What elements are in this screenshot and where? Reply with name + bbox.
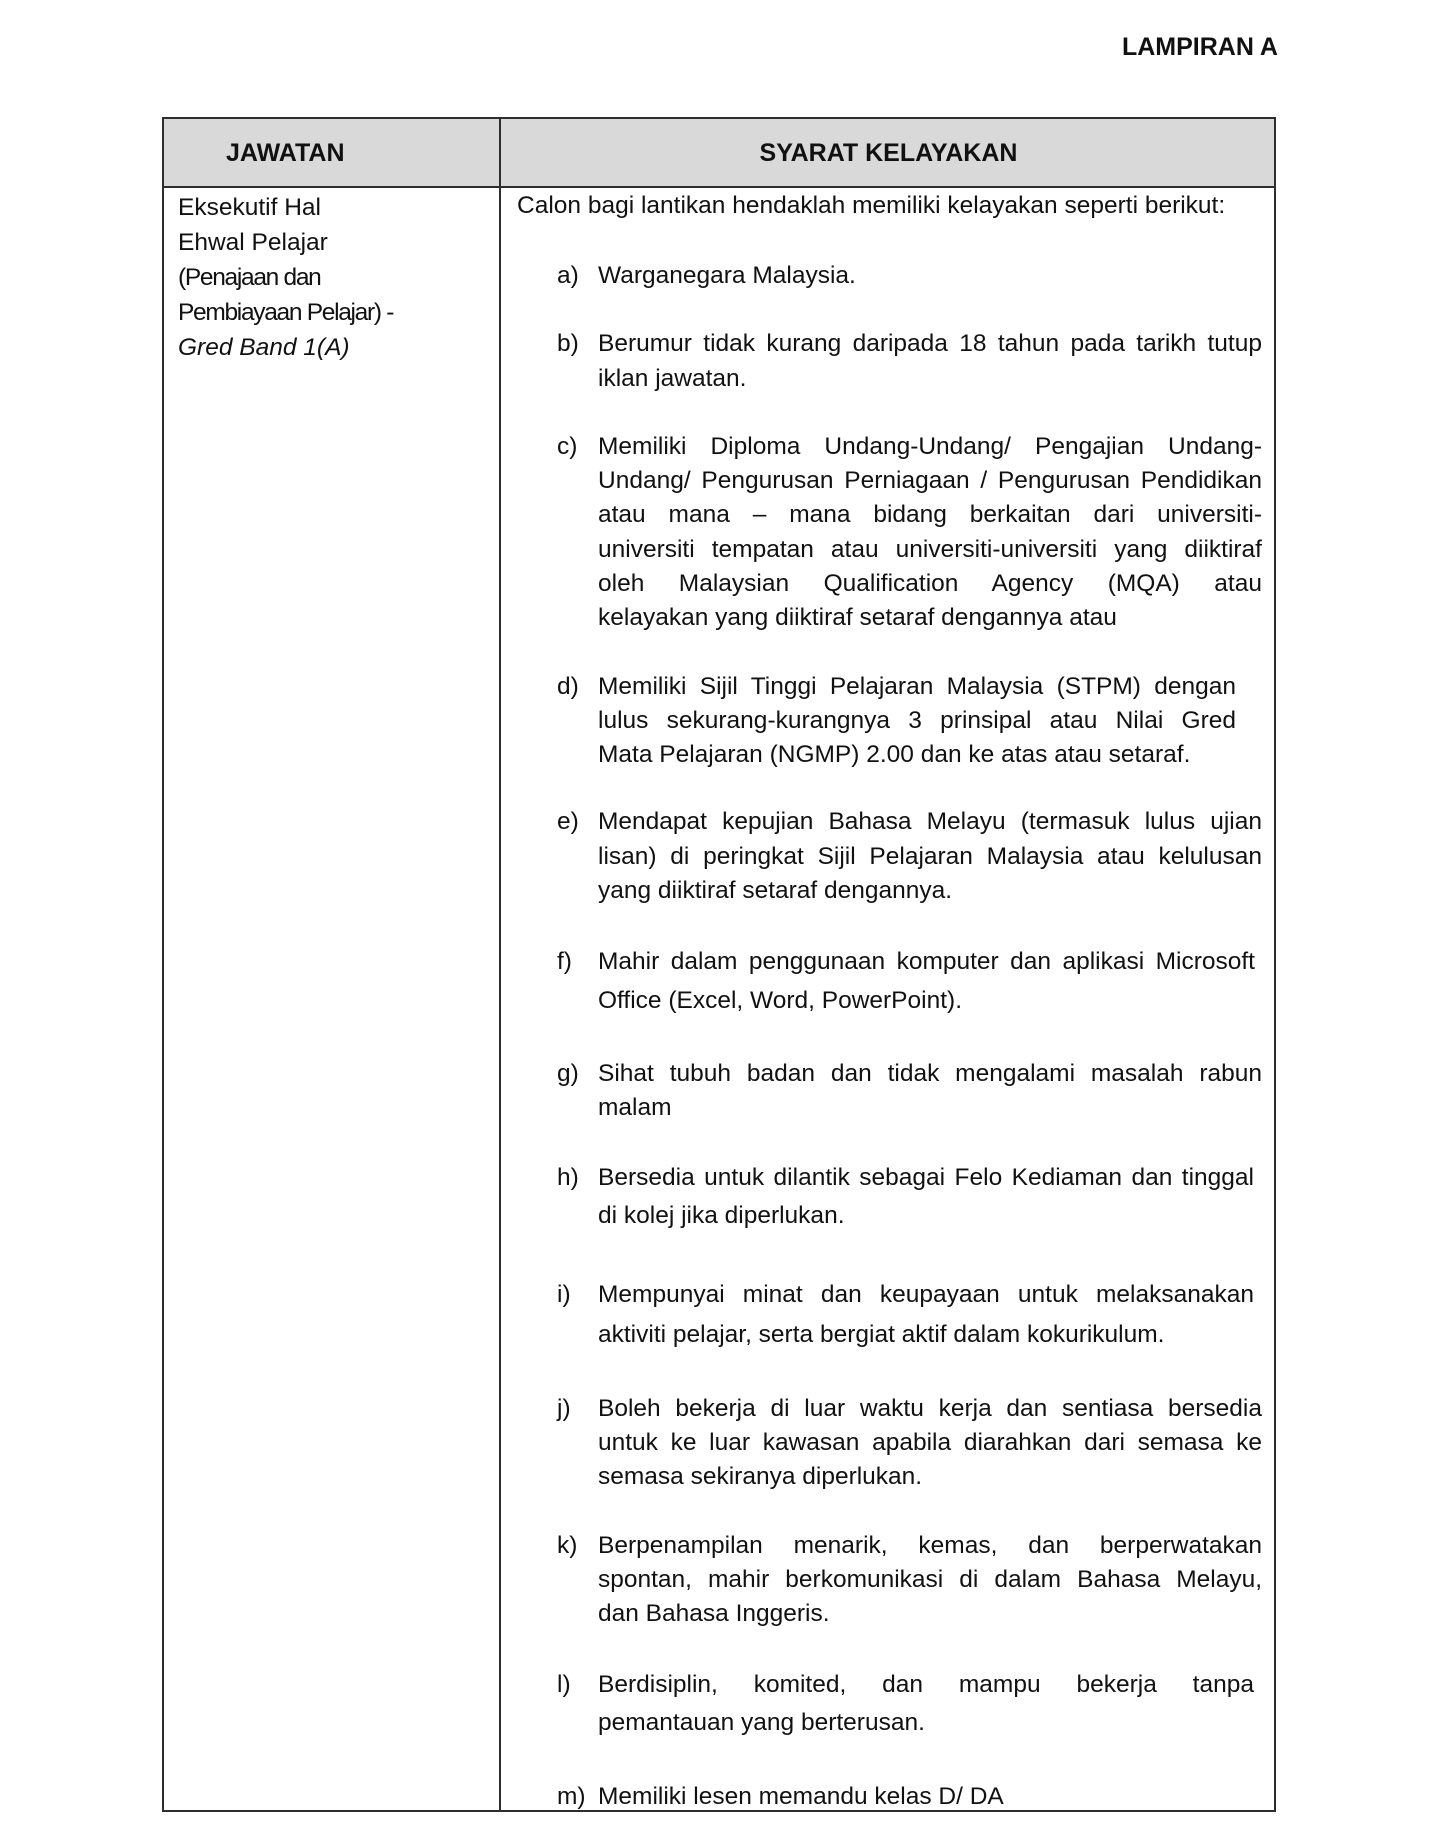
- requirement-label: a): [557, 261, 579, 289]
- requirement-line: Berpenampilan menarik, kemas, dan berperwatakan: [598, 1531, 1262, 1559]
- requirement-line: Bersedia untuk dilantik sebagai Felo Kediaman dan tinggal: [598, 1163, 1254, 1191]
- requirement-line: Memiliki Sijil Tinggi Pelajaran Malaysia (STPM) dengan: [598, 673, 1236, 700]
- requirement-line: pemantauan yang berterusan.: [598, 1709, 925, 1736]
- requirement-line: spontan, mahir berkomunikasi di dalam Bahasa Melayu,: [598, 1566, 1262, 1594]
- requirement-line: Mata Pelajaran (NGMP) 2.00 dan ke atas atau setaraf.: [598, 741, 1191, 768]
- requirement-label: m): [557, 1782, 586, 1810]
- requirement-label: b): [557, 330, 579, 358]
- requirement-label: k): [557, 1531, 578, 1559]
- requirement-line: Office (Excel, Word, PowerPoint).: [598, 987, 962, 1015]
- requirements-intro: Calon bagi lantikan hendaklah memiliki kelayakan seperti berikut:: [517, 192, 1226, 219]
- requirement-line: Sihat tubuh badan dan tidak mengalami masalah rabun: [598, 1059, 1262, 1087]
- requirement-line: dan Bahasa Inggeris.: [598, 1600, 830, 1628]
- column-divider: [499, 117, 501, 1812]
- requirement-line: Memiliki Diploma Undang-Undang/ Pengajian Undang-: [598, 432, 1262, 460]
- requirement-line: lisan) di peringkat Sijil Pelajaran Malaysia atau kelulusan: [598, 842, 1262, 870]
- requirement-line: lulus sekurang-kurangnya 3 prinsipal atau Nilai Gred: [598, 707, 1236, 734]
- requirement-label: d): [557, 673, 579, 700]
- requirement-line: Berumur tidak kurang daripada 18 tahun pada tarikh tutup: [598, 330, 1262, 358]
- annex-label: LAMPIRAN A: [1121, 33, 1278, 61]
- requirement-line: Mempunyai minat dan keupayaan untuk melaksanakan: [598, 1280, 1254, 1308]
- requirement-line: Berdisiplin, komited, dan mampu bekerja tanpa: [598, 1671, 1254, 1698]
- requirement-line: malam: [598, 1094, 672, 1122]
- requirement-line: di kolej jika diperlukan.: [598, 1201, 845, 1229]
- requirement-line: yang diiktiraf setaraf dengannya.: [598, 876, 953, 904]
- requirement-label: e): [557, 808, 579, 836]
- requirement-label: c): [557, 432, 578, 460]
- requirement-line: Boleh bekerja di luar waktu kerja dan sentiasa bersedia: [598, 1394, 1262, 1422]
- column-header-position: JAWATAN: [226, 139, 345, 167]
- position-grade: Gred Band 1(A): [178, 333, 350, 361]
- header-divider: [162, 186, 1276, 188]
- requirement-line: atau mana – mana bidang berkaitan dari universiti-: [598, 501, 1262, 529]
- requirement-line: universiti tempatan atau universiti-universiti yang diiktiraf: [598, 535, 1262, 563]
- requirement-label: h): [557, 1163, 579, 1191]
- requirement-label: g): [557, 1059, 579, 1087]
- requirement-line: untuk ke luar kawasan apabila diarahkan dari semasa ke: [598, 1429, 1262, 1457]
- requirement-line: semasa sekiranya diperlukan.: [598, 1463, 923, 1491]
- requirement-line: Memiliki lesen memandu kelas D/ DA: [598, 1782, 1004, 1810]
- requirement-line: Mahir dalam penggunaan komputer dan aplikasi Microsoft: [598, 948, 1255, 976]
- position-title-line: Pembiayaan Pelajar) -: [178, 298, 394, 326]
- requirement-label: i): [557, 1280, 571, 1308]
- column-header-requirements: SYARAT KELAYAKAN: [759, 139, 1018, 167]
- requirement-line: Mendapat kepujian Bahasa Melayu (termasuk lulus ujian: [598, 808, 1262, 836]
- requirement-line: kelayakan yang diiktiraf setaraf dengannya atau: [598, 604, 1117, 632]
- requirement-line: Warganegara Malaysia.: [598, 261, 856, 289]
- requirement-line: aktiviti pelajar, serta bergiat aktif dalam kokurikulum.: [598, 1320, 1165, 1348]
- requirement-line: iklan jawatan.: [598, 364, 747, 392]
- position-title-line: Eksekutif Hal: [178, 193, 321, 221]
- requirement-label: l): [557, 1671, 571, 1698]
- position-title-line: Ehwal Pelajar: [178, 228, 328, 256]
- requirement-label: j): [557, 1394, 571, 1422]
- requirement-line: oleh Malaysian Qualification Agency (MQA) atau: [598, 570, 1262, 598]
- requirement-label: f): [557, 948, 572, 976]
- requirement-line: Undang/ Pengurusan Perniagaan / Pengurusan Pendidikan: [598, 467, 1262, 495]
- position-title-line: (Penajaan dan: [178, 263, 321, 291]
- position-cell: [178, 190, 393, 365]
